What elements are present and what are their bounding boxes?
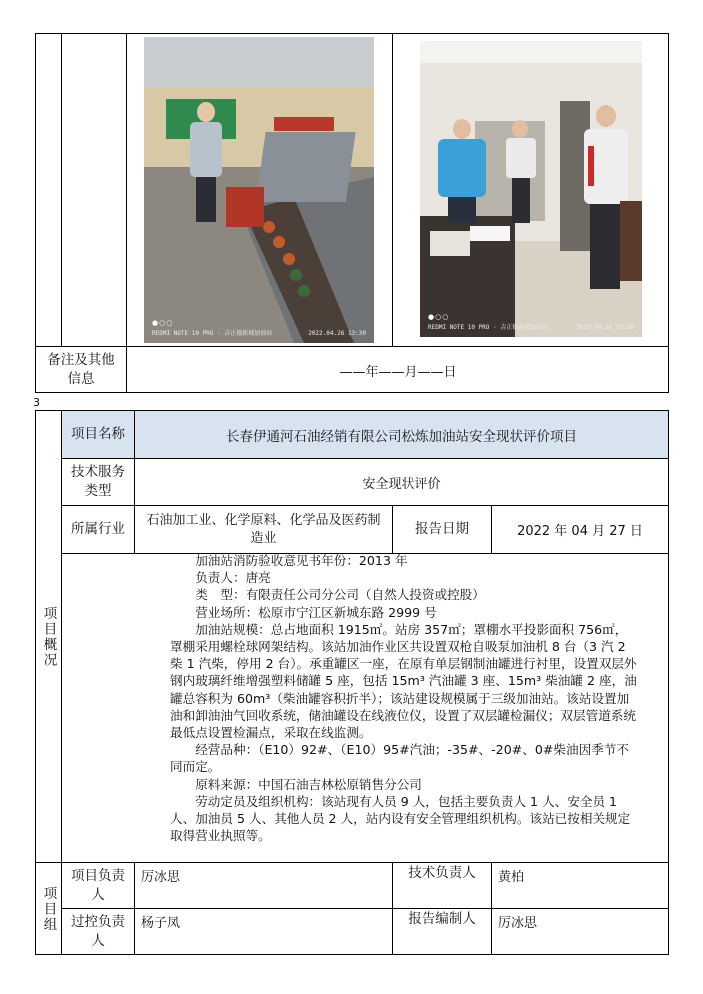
process-control-label: 过控负责人 <box>71 914 125 949</box>
service-type: 安全现状评价 <box>362 476 441 492</box>
team-side-label: 项目组 <box>40 885 57 933</box>
tank-area-illustration <box>144 37 374 343</box>
office-illustration <box>420 41 642 337</box>
site-photo-office <box>420 41 642 337</box>
service-type-label: 技术服务类型 <box>71 464 125 499</box>
divider <box>61 908 669 909</box>
entry-number: 3 <box>33 396 40 409</box>
camera-dots: ●○○ <box>428 313 450 321</box>
report-writer: 厉冰思 <box>498 916 538 931</box>
station-scale: 加油站规模：总占地面积 1915㎡。站房 357㎡；罩棚水平投影面积 756㎡，罩棚采用螺栓球网架结构。该站加油作业区共设置双枪自吸泵加油机 8 台（3 汽 2 柴 1 汽柴，停用 2 台）。承重罐区一座，在原有单层钢制油罐进行衬里，设置双层外钢内玻璃纤维增强塑料储罐 5 座，包括 15m³ 汽油罐 3 座、15m³ 柴油罐 2 座，油罐总容积为 60m³（柴油罐容积折半）；该站建设规模属于三级加油站。该站设置加油和卸油油气回收系统，储油罐设在线液位仪，设置了双层罐检漏仪；双层管道系统最低点设置检漏点，采取在线监测。 <box>170 621 637 741</box>
report-writer-label: 报告编制人 <box>408 910 476 927</box>
staffing: 劳动定员及组织机构：该站现有人员 9 人，包括主要负责人 1 人、安全员 1 人、加油员 5 人、其他人员 2 人，站内设有安全管理组织机构。该站已按相关规定取得营业执照等。 <box>170 793 631 844</box>
material-source: 原料来源：中国石油吉林松原销售分公司 <box>195 776 422 792</box>
report-date: 2022 年 04 月 27 日 <box>517 524 643 539</box>
divider <box>392 33 393 346</box>
remarks-label: 备注及其他信息 <box>47 352 115 387</box>
photo-stamp: REDMI NOTE 10 PRO · 吉正德新城加油站 <box>428 324 549 331</box>
tech-leader: 黄柏 <box>498 870 525 885</box>
business-address: 营业场所：松原市宁江区新城东路 2999 号 <box>195 604 437 620</box>
date-line: ——年——月——日 <box>339 364 457 380</box>
photo-stamp: REDMI NOTE 10 PRO · 吉正德新城加油站 <box>152 330 273 337</box>
photo-time: 2022.04.26 13:28 <box>576 324 634 331</box>
divider <box>126 33 127 393</box>
project-name: 长春伊通河石油经销有限公司松炼加油站安全现状评价项目 <box>226 428 577 445</box>
person-in-charge: 负责人：唐亮 <box>195 570 271 586</box>
site-photo-tank-area <box>144 37 374 343</box>
photo-time: 2022.04.26 13:30 <box>308 330 366 337</box>
overview-side-label: 项目概况 <box>40 605 57 668</box>
project-name-label: 项目名称 <box>71 426 125 442</box>
divider <box>61 33 62 346</box>
overview-content <box>134 552 669 862</box>
fire-acceptance-year: 加油站消防验收意见书年份：2013 年 <box>195 553 408 568</box>
industry-label: 所属行业 <box>71 521 125 537</box>
industry: 石油加工业、化学原料、化学品及医药制造业 <box>146 512 381 546</box>
report-date-label: 报告日期 <box>415 521 469 537</box>
project-leader: 厉冰思 <box>141 870 181 885</box>
company-type: 类 型：有限责任公司分公司（自然人投资或控股） <box>195 587 485 603</box>
tech-leader-label: 技术负责人 <box>408 864 476 881</box>
camera-dots: ●○○ <box>152 319 174 327</box>
process-control: 杨子凤 <box>141 916 181 931</box>
products: 经营品种：（E10）92#、（E10）95#汽油；-35#、-20#、0#柴油因季节不同而定。 <box>170 742 629 775</box>
project-leader-label: 项目负责人 <box>71 867 125 903</box>
